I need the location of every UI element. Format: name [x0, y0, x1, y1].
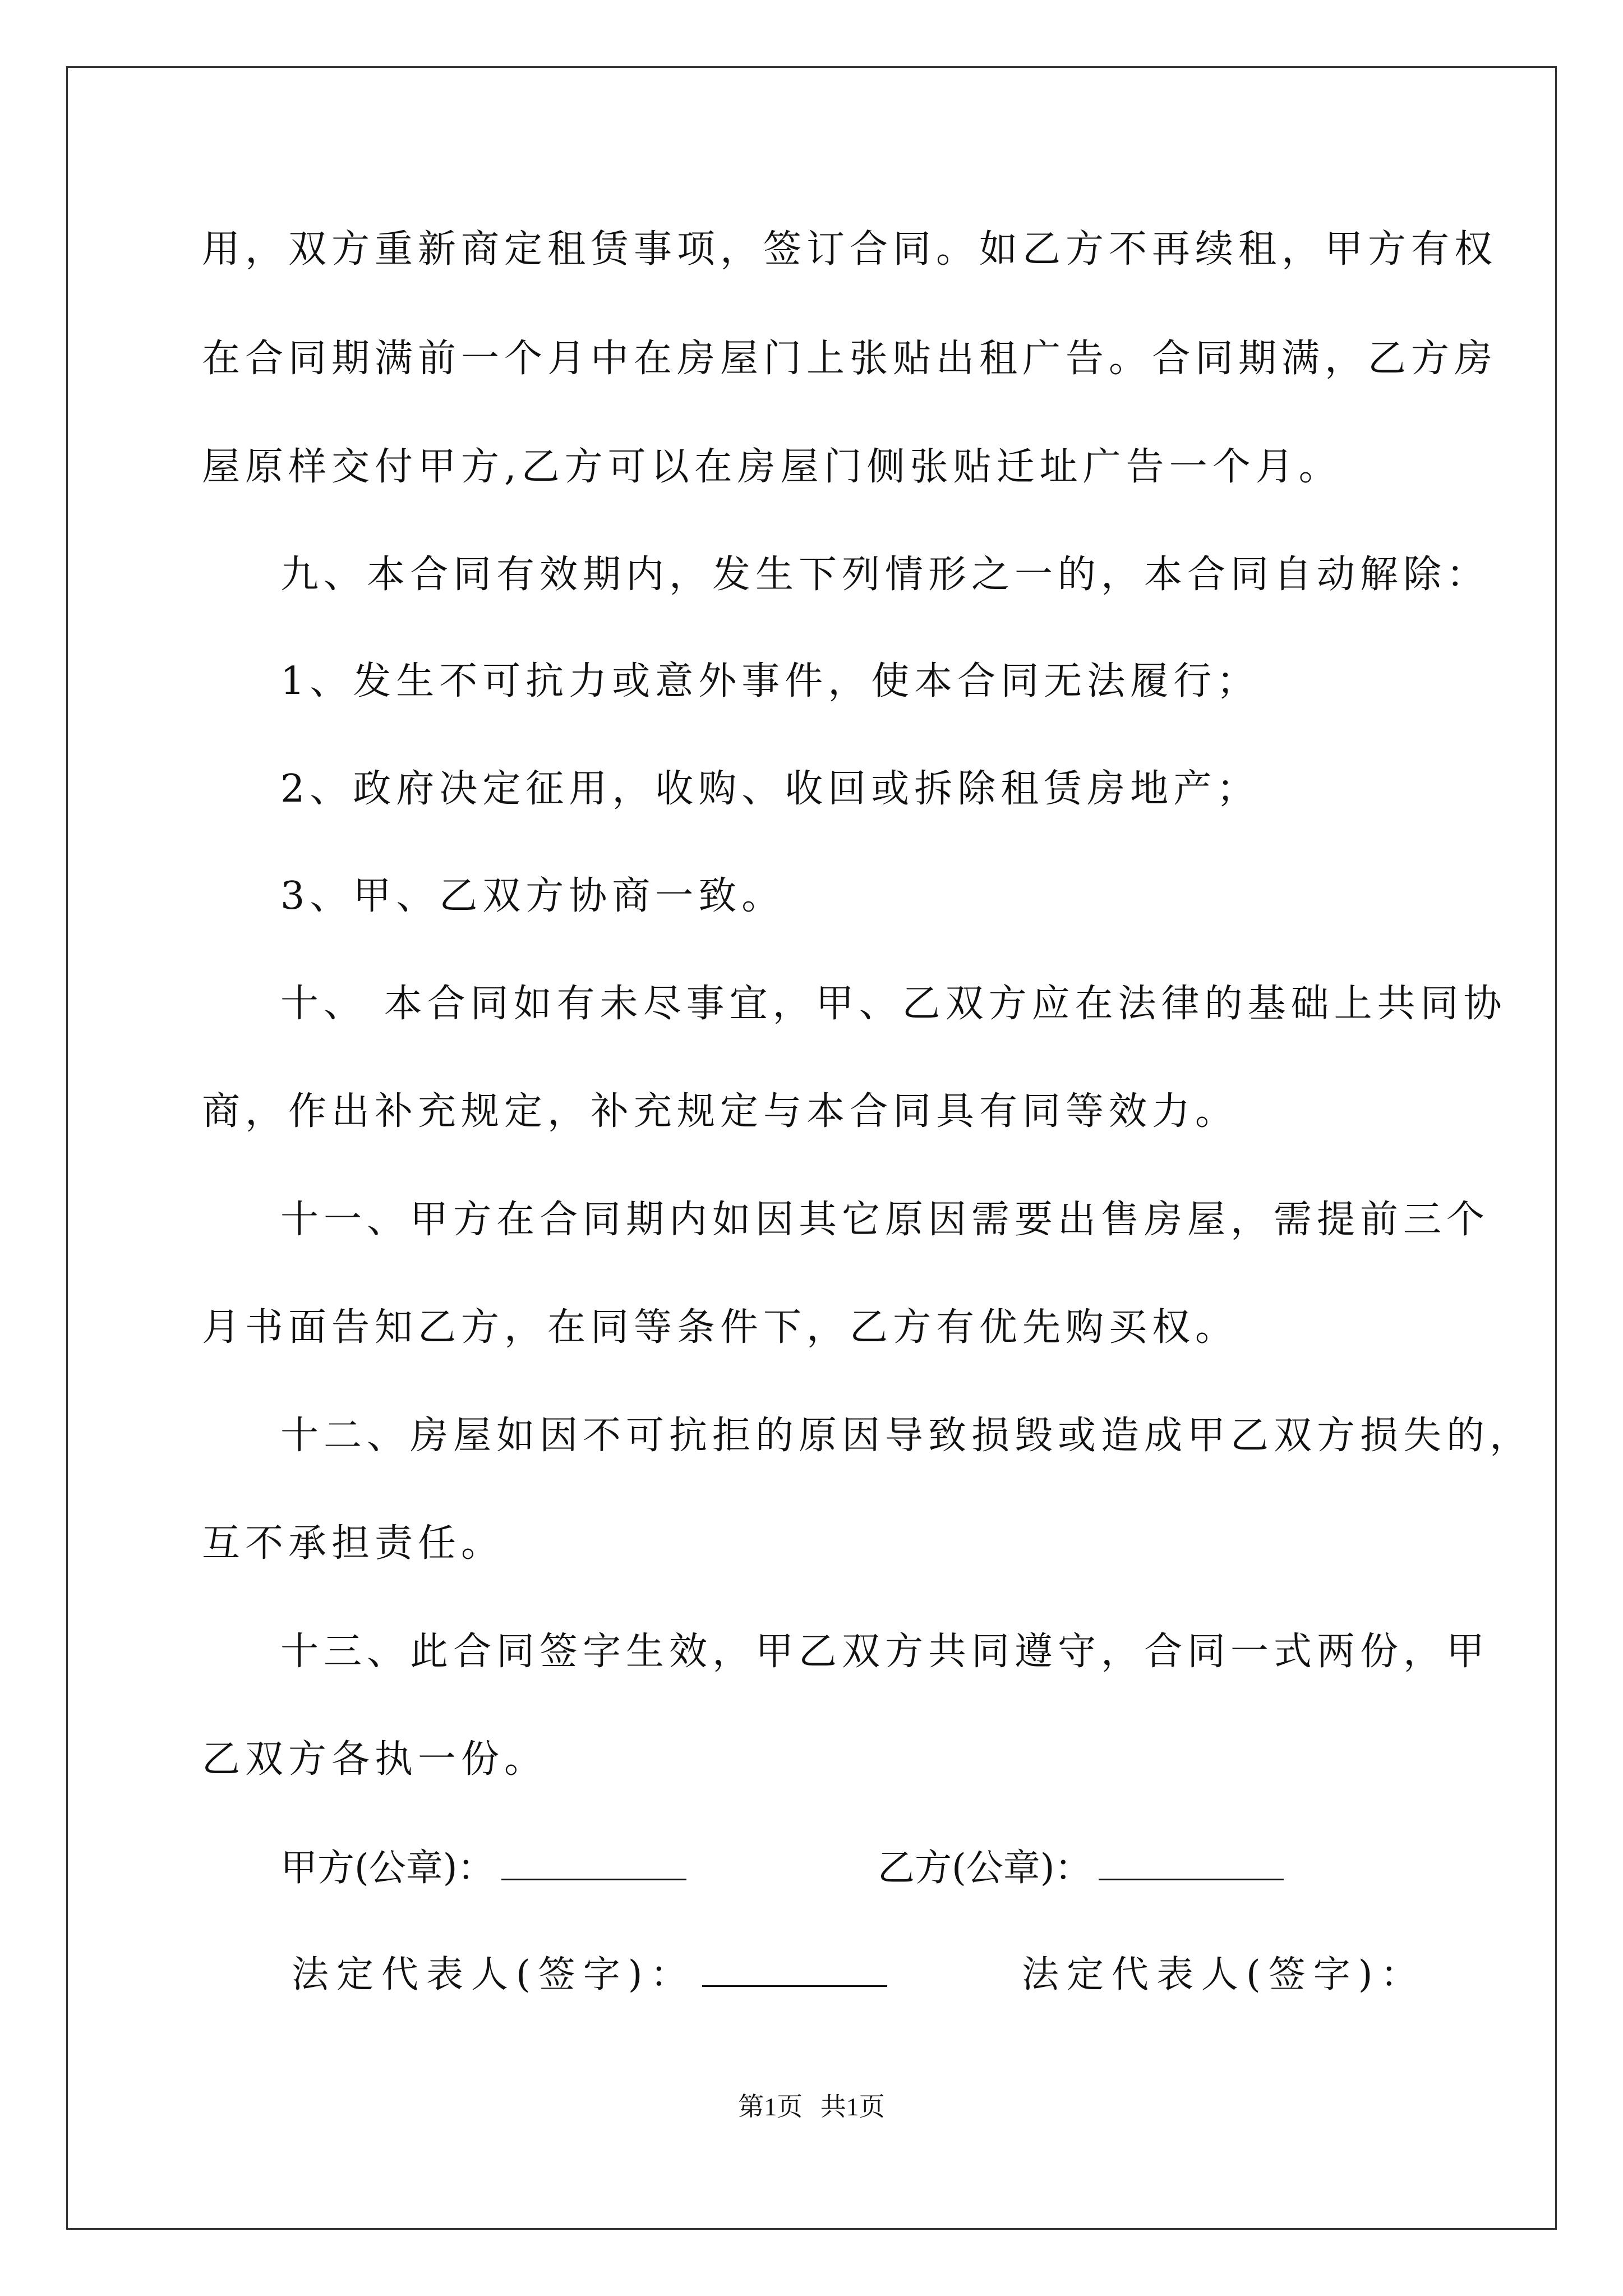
signature-party-b-label: 乙方(公章)：	[878, 1846, 1092, 1889]
clause-9-item-3: 3、甲、乙双方协商一致。	[280, 874, 785, 918]
page-footer: 第1页 共1页	[738, 2092, 885, 2121]
signature-party-a	[280, 1846, 686, 1890]
signature-rep-a-label: 法定代表人(签字)：	[292, 1953, 695, 1996]
signature-party-b	[878, 1846, 1284, 1890]
clause-9-item-1: 1、发生不可抗力或意外事件，使本合同无法履行；	[280, 659, 1260, 703]
body-line: 月书面告知乙方，在同等条件下，乙方有优先购买权。	[202, 1305, 1239, 1350]
signature-rep-b	[1022, 1952, 1426, 1997]
clause-11: 十一、甲方在合同期内如因其它原因需要出售房屋，需提前三个	[280, 1198, 1490, 1242]
body-line: 互不承担责任。	[202, 1521, 505, 1566]
signature-rep-b-label: 法定代表人(签字)：	[1022, 1953, 1426, 1996]
signature-party-a-blank	[501, 1847, 686, 1880]
clause-9-item-2: 2、政府决定征用，收购、收回或拆除租赁房地产；	[280, 767, 1260, 811]
body-line: 用，双方重新商定租赁事项，签订合同。如乙方不再续租，甲方有权	[202, 227, 1498, 272]
signature-rep-a	[292, 1952, 887, 1997]
signature-party-a-label: 甲方(公章)：	[280, 1846, 495, 1889]
body-line: 商，作出补充规定，补充规定与本合同具有同等效力。	[202, 1089, 1239, 1134]
signature-rep-a-blank	[702, 1954, 887, 1987]
clause-12: 十二、房屋如因不可抗拒的原因导致损毁或造成甲乙双方损失的，	[280, 1414, 1533, 1458]
signature-party-b-blank	[1099, 1847, 1284, 1880]
body-line: 乙双方各执一份。	[202, 1737, 548, 1782]
body-line: 屋原样交付甲方,乙方可以在房屋门侧张贴迁址广告一个月。	[202, 445, 1342, 489]
clause-10: 十、 本合同如有未尽事宜，甲、乙双方应在法律的基础上共同协	[280, 982, 1507, 1026]
clause-13: 十三、此合同签字生效，甲乙双方共同遵守，合同一式两份，甲	[280, 1630, 1490, 1674]
page-border	[66, 66, 1557, 2230]
clause-9: 九、本合同有效期内，发生下列情形之一的，本合同自动解除：	[280, 553, 1490, 597]
body-line: 在合同期满前一个月中在房屋门上张贴出租广告。合同期满，乙方房	[202, 337, 1498, 381]
